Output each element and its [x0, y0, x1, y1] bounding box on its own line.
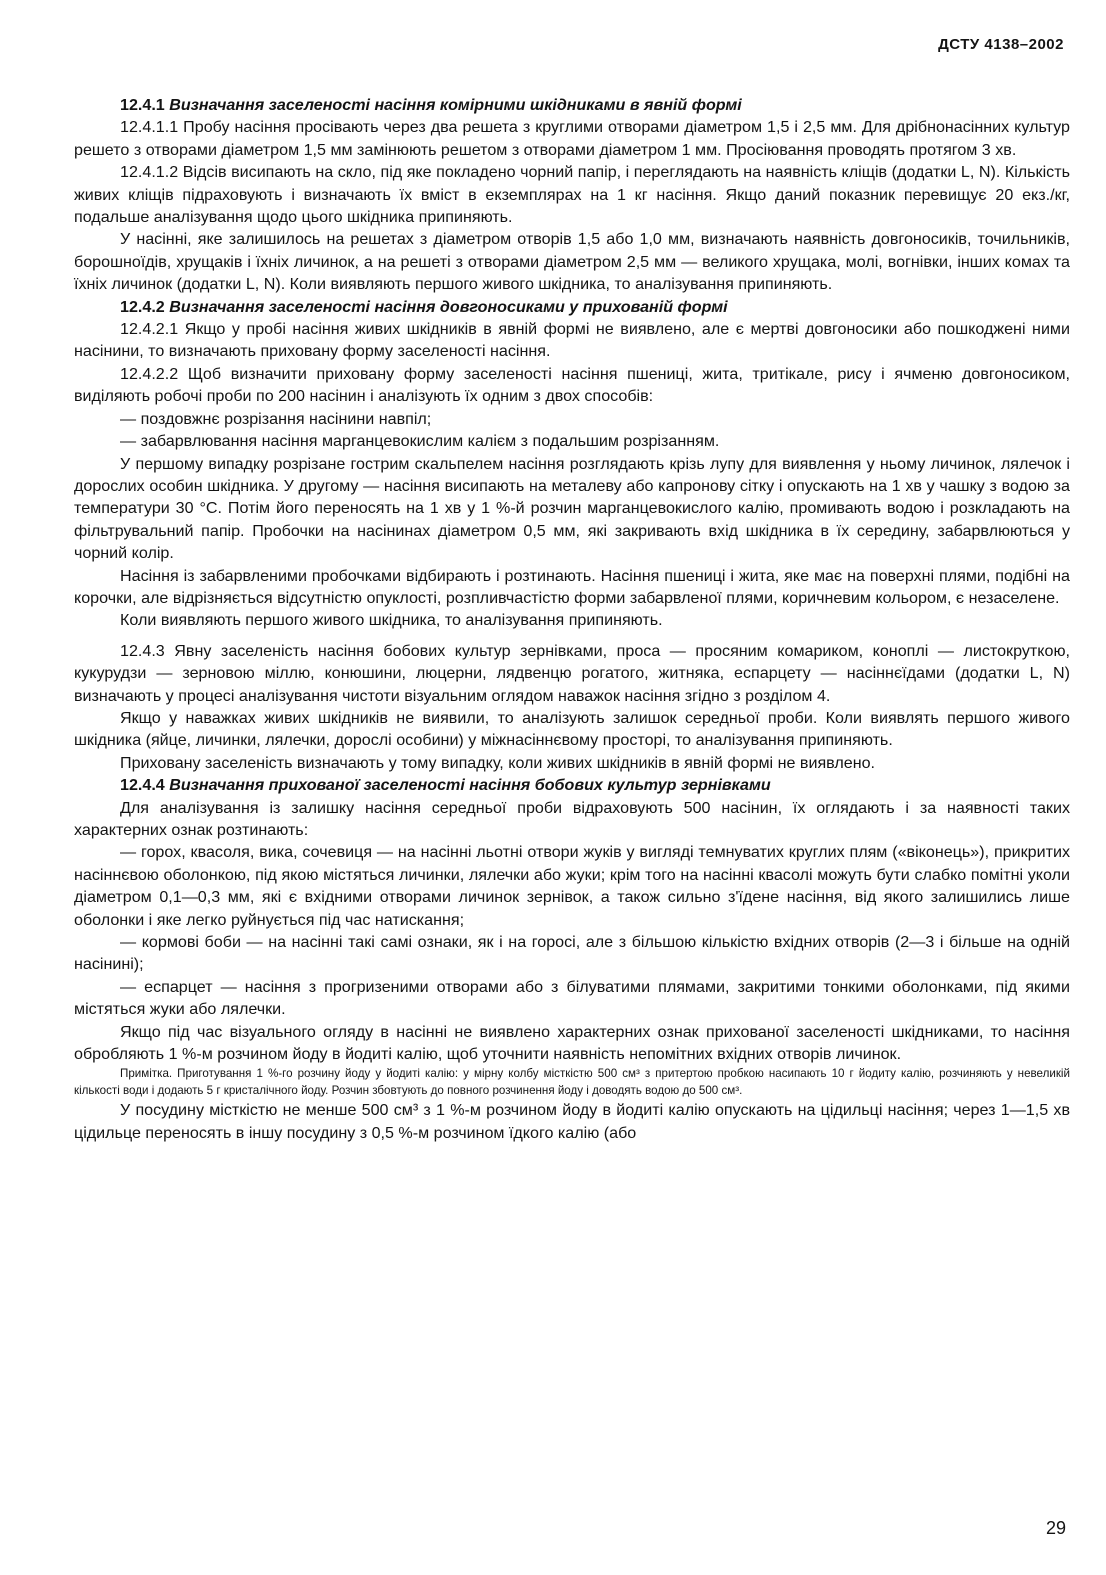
- body-paragraph: [74, 453, 1070, 565]
- paragraph-text: У першому випадку розрізане гострим скальпелем насіння розглядають крізь лупу для виявлення у ньому личинок, лялечок і дорослих особин шкідника. У другому — насіння висипають на металеву або капронову сітку і опускають на 1 хв у чашку з водою за температури 30 °С. Потім його переносять на 1 хв у 1 %-й розчин марганцевокислого калію, промивають водою і розкладають на фільтрувальний папір. Пробочки на насінинах діаметром 0,5 мм, які закривають вхід шкідника в їх середину, забарвлюються у чорний колір.: [74, 454, 1070, 563]
- body-paragraph: [74, 1099, 1070, 1144]
- section-heading: [74, 774, 1070, 796]
- paragraph-text: Щоб визначити приховану форму заселеності насіння пшениці, жита, тритікале, рису і ячменю довгоносиком, виділяють робочі проби по 200 насінин і аналізують їх одним з двох способів:: [74, 364, 1070, 406]
- clause-number: 12.4.1: [120, 96, 165, 114]
- body-paragraph: [74, 363, 1070, 408]
- section-heading: [74, 94, 1070, 116]
- paragraph-text: Пробу насіння просівають через два решета з круглими отворами діаметром 1,5 і 2,5 мм. Для дрібнонасінних культур решето з отворами діаметром 1,5 мм замінюють решетом з отворами діаметром 1 мм. Просіювання проводять протягом 3 хв.: [74, 118, 1070, 159]
- paragraph-text: Для аналізування із залишку насіння середньої проби відраховують 500 насінин, їх оглядають і за наявності таких характерних ознак розтинають:: [74, 798, 1070, 839]
- note-text: [74, 1065, 1070, 1099]
- paragraph-text: У посудину місткістю не менше 500 см³ з 1 %-м розчином йоду в йодиті калію опускають на цідильці насіння; через 1—1,5 хв цідильце переносять в іншу посудину з 0,5 %-м розчином їдкого калію (або: [74, 1101, 1070, 1142]
- clause-number: 12.4.2.1: [120, 320, 179, 339]
- body-paragraph: [74, 797, 1070, 842]
- clause-number: 12.4.2.2: [120, 364, 179, 383]
- paragraph-text: Явну заселеність насіння бобових культур зернівками, проса — просяним комариком, коноплі — листокруткою, кукурудзи — зерновою міллю, конюшини, люцерни, лядвенцю рогатого, житняка, еспарцету — насіннєїдами (додатки L, N) визначають у процесі аналізування чистоти візуальним оглядом наважок насіння згідно з розділом 4.: [74, 641, 1070, 705]
- paragraph-text: — кормові боби — на насінні такі самі ознаки, як і на горосі, але з більшою кількістю вхідних отворів (2—3 і більше на одній насінині);: [74, 933, 1070, 974]
- body-paragraph: [74, 707, 1070, 752]
- body-paragraph: [74, 931, 1070, 976]
- paragraph-text: — горох, квасоля, вика, сочевиця — на насінні льотні отвори жуків у вигляді темнуватих круглих плям («віконець»), прикритих насіннєвою оболонкою, під якою містяться личинки, лялечки або жуки; крім того на насінні квасолі можуть бути слабко помітні уколи діаметром 0,1—0,3 мм, які є вхідними отворами личинок зернівок, а також сильно з'їдене насіння, від якого залишились лише оболонки і яке легко руйнується під час натискання;: [74, 843, 1070, 929]
- page-number: 29: [1045, 1518, 1066, 1538]
- body-paragraph: [74, 640, 1070, 707]
- document-body: [74, 94, 1070, 1144]
- clause-number: 12.4.1.2: [120, 163, 179, 182]
- body-paragraph: [74, 116, 1070, 161]
- body-paragraph: [74, 1021, 1070, 1066]
- body-paragraph: [74, 976, 1070, 1021]
- body-paragraph: [74, 752, 1070, 774]
- paragraph-text: Якщо під час візуального огляду в насінні не виявлено характерних ознак прихованої заселеності шкідниками, то насіння обробляють 1 %-м розчином йоду в йодиті калію, щоб уточнити наявність непомітних вхідних отворів личинок.: [74, 1022, 1070, 1064]
- paragraph-text: — забарвлювання насіння марганцевокислим калієм з подальшим розрізанням.: [120, 432, 720, 451]
- clause-number: 12.4.4: [120, 776, 165, 795]
- paragraph-text: Визначання заселеності насіння довгоносиками у прихованій формі: [169, 297, 728, 316]
- body-paragraph: [74, 841, 1070, 931]
- clause-number: 12.4.3: [120, 641, 165, 660]
- standard-code: ДСТУ 4138–2002: [938, 36, 1064, 53]
- body-paragraph: [74, 430, 1070, 452]
- paragraph-text: Коли виявляють першого живого шкідника, то аналізування припиняють.: [120, 611, 663, 630]
- paragraph-text: Визначання прихованої заселеності насіння бобових культур зернівками: [169, 776, 771, 795]
- paragraph-text: Визначання заселеності насіння комірними шкідниками в явній формі: [169, 96, 742, 114]
- body-paragraph: [74, 318, 1070, 363]
- body-paragraph: [74, 408, 1070, 430]
- paragraph-text: Приховану заселеність визначають у тому випадку, коли живих шкідників в явній формі не виявлено.: [120, 753, 875, 772]
- body-paragraph: [74, 228, 1070, 295]
- paragraph-text: Відсів висипають на скло, під яке покладено чорний папір, і переглядають на наявність кліщів (додатки L, N). Кількість живих кліщів підраховують і визначають їх вміст в екземплярах на 1 кг насіння. Якщо даний показник перевищує 20 екз./кг, подальше аналізування щодо цього шкідника припиняють.: [74, 163, 1070, 227]
- paragraph-text: У насінні, яке залишилось на решетах з діаметром отворів 1,5 або 1,0 мм, визначають наявність довгоносиків, точильників, борошноїдів, хрущаків і їхніх личинок, а на решеті з отворами діаметром 2,5 мм — великого хрущака, молі, вогнівки, інших комах та їхніх личинок (додатки L, N). Коли виявляють першого живого шкідника, то аналізування припиняють.: [74, 230, 1070, 294]
- paragraph-text: Якщо у наважках живих шкідників не виявили, то аналізують залишок середньої проби. Коли виявлять першого живого шкідника (яйце, личинки, лялечки, дорослі особини) у міжнасіннєвому просторі, то аналізування припиняють.: [74, 708, 1070, 750]
- paragraph-text: — еспарцет — насіння з прогризеними отворами або з білуватими плямами, закритими тонкими оболонками, під якими містяться жуки або лялечки.: [74, 977, 1070, 1019]
- section-heading: [74, 296, 1070, 318]
- clause-number: 12.4.2: [120, 297, 165, 316]
- paragraph-text: Насіння із забарвленими пробочками відбирають і розтинають. Насіння пшениці і жита, яке має на поверхні плями, подібні на корочки, але відрізняється відсутністю опуклості, розпливчастістю форми забарвленої плями, коричневим кольором, є незаселене.: [74, 566, 1070, 607]
- clause-number: 12.4.1.1: [120, 118, 179, 137]
- body-paragraph: [74, 565, 1070, 610]
- body-paragraph: [74, 609, 1070, 631]
- paragraph-text: — поздовжнє розрізання насінини навпіл;: [120, 409, 432, 428]
- paragraph-text: Примітка. Приготування 1 %-го розчину йоду у йодиті калію: у мірну колбу місткістю 500 см³ з притертою пробкою насипають 10 г йодиту калію, розчиняють у невеликій кількості води і додають 5 г кристалічного йоду. Розчин збовтують до повного розчинення йоду і доводять водою до 500 см³.: [74, 1067, 1070, 1098]
- paragraph-text: Якщо у пробі насіння живих шкідників в явній формі не виявлено, але є мертві довгоносики або пошкоджені ними насінини, то визначають приховану форму заселеності насіння.: [74, 320, 1070, 361]
- body-paragraph: [74, 161, 1070, 228]
